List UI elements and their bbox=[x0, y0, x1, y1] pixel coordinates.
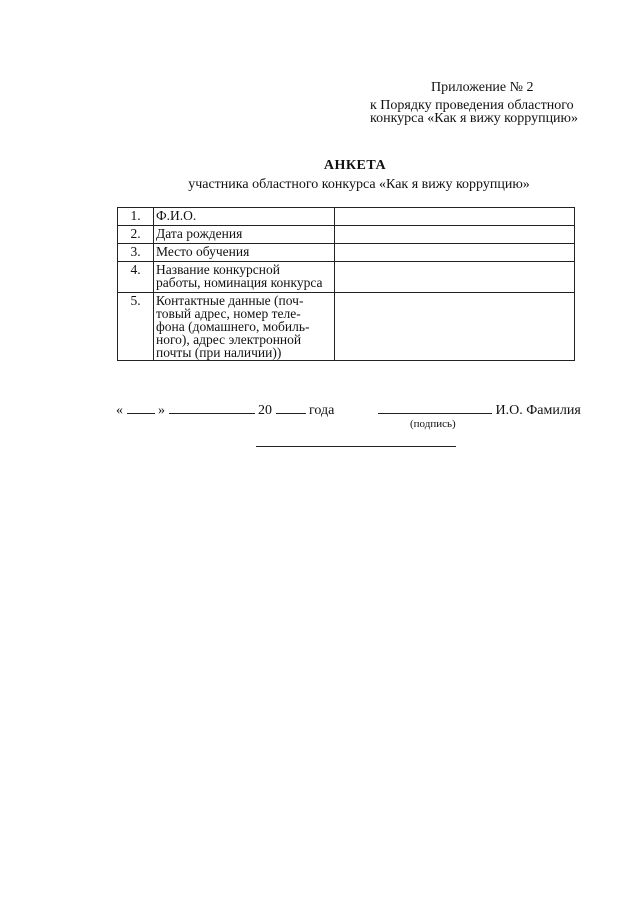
signature-hint: (подпись) bbox=[410, 418, 456, 430]
field-label bbox=[154, 244, 335, 262]
appendix-reference-line-1: к Порядку проведения областного bbox=[370, 98, 574, 113]
appendix-reference-line-2: конкурса «Как я вижу коррупцию» bbox=[370, 111, 579, 126]
answer-cell[interactable] bbox=[335, 226, 575, 244]
row-number: 3. bbox=[118, 244, 154, 262]
signer-name: И.О. Фамилия bbox=[495, 403, 581, 418]
row-number: 5. bbox=[118, 293, 154, 361]
close-quote: » bbox=[158, 403, 165, 418]
year-suffix: года bbox=[309, 403, 335, 418]
table-row bbox=[118, 208, 575, 226]
appendix-title: Приложение № 2 bbox=[431, 80, 534, 95]
row-number: 1. bbox=[118, 208, 154, 226]
table-row bbox=[118, 226, 575, 244]
form-title: АНКЕТА bbox=[323, 158, 387, 173]
answer-cell[interactable] bbox=[335, 208, 575, 226]
field-label bbox=[154, 262, 335, 293]
year-prefix: 20 bbox=[258, 403, 272, 418]
questionnaire-table bbox=[117, 207, 575, 361]
month-blank[interactable] bbox=[169, 413, 255, 414]
year-blank[interactable] bbox=[276, 413, 306, 414]
row-number: 4. bbox=[118, 262, 154, 293]
row-number: 2. bbox=[118, 226, 154, 244]
field-label-line: Дата рождения bbox=[156, 226, 243, 241]
signature-line bbox=[378, 403, 581, 419]
field-label-line: фона (домашнего, мобиль- bbox=[156, 319, 310, 334]
field-label bbox=[154, 293, 335, 361]
day-blank[interactable] bbox=[127, 413, 155, 414]
field-label-line: почты (при наличии)) bbox=[156, 345, 282, 360]
answer-cell[interactable] bbox=[335, 262, 575, 293]
field-label-line: товый адрес, номер теле- bbox=[156, 306, 301, 321]
field-label-line: работы, номинация конкурса bbox=[156, 275, 323, 290]
form-subtitle: участника областного конкурса «Как я вижу коррупцию» bbox=[188, 177, 530, 192]
signature-blank[interactable] bbox=[378, 413, 492, 414]
field-label-line: ного), адрес электронной bbox=[156, 332, 302, 347]
field-label-line: Место обучения bbox=[156, 244, 250, 259]
answer-cell[interactable] bbox=[335, 244, 575, 262]
table-row bbox=[118, 293, 575, 361]
field-label-line: Ф.И.О. bbox=[156, 208, 197, 223]
date-line bbox=[116, 403, 334, 419]
bottom-blank-line[interactable] bbox=[256, 446, 456, 447]
field-label bbox=[154, 226, 335, 244]
field-label-line: Контактные данные (поч- bbox=[156, 293, 304, 308]
table-row bbox=[118, 244, 575, 262]
field-label-line: Название конкурсной bbox=[156, 262, 280, 277]
open-quote: « bbox=[116, 403, 123, 418]
table-row bbox=[118, 262, 575, 293]
answer-cell[interactable] bbox=[335, 293, 575, 361]
field-label bbox=[154, 208, 335, 226]
